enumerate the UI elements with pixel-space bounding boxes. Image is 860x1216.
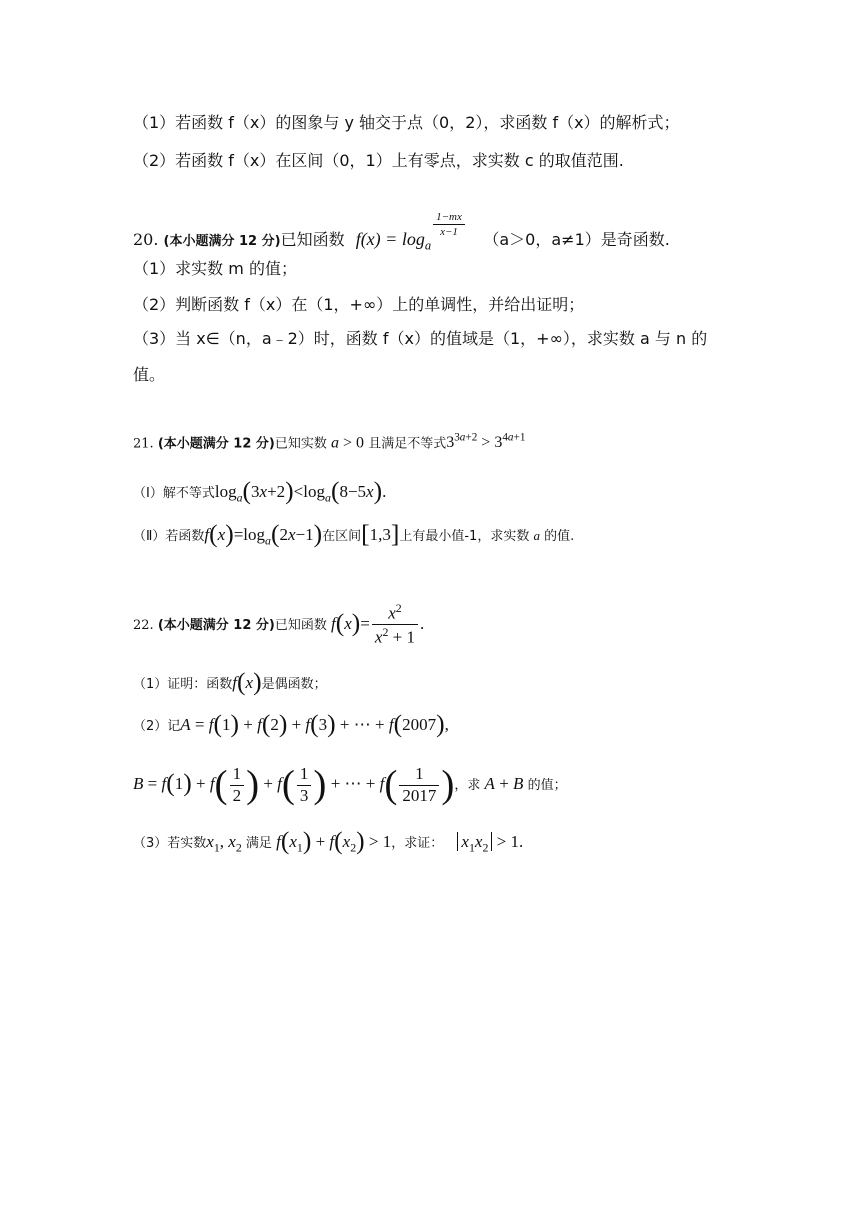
q22-part1-tail: 是偶函数； (261, 677, 327, 692)
q21-score: (本小题满分 12 分) (157, 436, 275, 452)
q21-part2-expr: $f(x)=\log_a(2x-1)$ (204, 519, 323, 548)
q22-part2-ask: ，求 (454, 778, 481, 793)
q22-part3-cond: $f(x_1) + f(x_2) > 1$ (276, 826, 392, 855)
q21-lead: 已知实数 (274, 436, 327, 452)
q20-condition: （a＞0，a≠1）是奇函数. (483, 230, 670, 250)
q21-number: 21. (133, 436, 154, 452)
q19-part1: （1）若函数 f（x）的图象与 y 轴交于点（0，2），求函数 f（x）的解析式； (133, 113, 680, 132)
q21-part2-tail: 上有最小值-1，求实数 (399, 529, 530, 544)
q22-part1-label: （1）证明：函数 (133, 677, 233, 692)
q22-score: (本小题满分 12 分) (157, 617, 275, 633)
q22-part2-label: （2）记 (133, 719, 181, 734)
q21-mid: 且满足不等式 (368, 436, 447, 452)
q21-cond-a: a (331, 434, 340, 452)
q20-lead: 已知函数 (280, 230, 345, 250)
q22-part3-mid: 满足 (245, 836, 272, 851)
q22-part2-end: 的值； (527, 778, 567, 793)
q22-part3 (133, 826, 740, 856)
q22-function: f(x)= $\frac{x^2}{x^2 + 1}$ . (331, 601, 425, 647)
q21-part2-mid: 在区间 (322, 529, 362, 544)
q21-part2 (133, 519, 740, 549)
q20-formula (355, 211, 472, 253)
q20-part3: （3）当 x∈（n，a﹣2）时，函数 f（x）的值域是（1，+∞），求实数 a 与 n 的 (133, 329, 708, 348)
q22-part3-prove: ，求证： (391, 836, 444, 851)
q21-statement: 21. (本小题满分 12 分)已知实数 a > 0 且满足不等式$3^{3a+2} > 3^{4a+1}$ (133, 432, 526, 452)
q21-part2-label: （Ⅱ）若函数 (133, 529, 205, 544)
q20-part3-cont: 值。 (133, 365, 166, 384)
q22-A-expr: A = f(1) + f(2) + f(3) + ⋯ + f(2007), (180, 709, 449, 738)
q21-part1-label: （Ⅰ）解不等式 (133, 486, 215, 501)
q22-lead: 已知函数 (274, 617, 327, 633)
q22-number: 22. (133, 617, 154, 633)
q21-part1-expr: $\log_a(3x+2)<\log_a(8-5x)$. (214, 476, 387, 505)
q20-frac-den: x−1 (440, 226, 458, 239)
q21-part1 (133, 476, 740, 506)
q22-function-fraction: $\frac{x^2}{x^2 + 1}$ (372, 602, 418, 648)
q21-ineq: $3^{3a+2} > 3^{4a+1}$ (446, 432, 526, 452)
q20-number: 20. (133, 230, 159, 250)
q22-B-expr: B = f(1) + f( $\frac{1}{2}$ ) + f( $\frac{1}{3}$ ) + ⋯ + f( $\frac{1}{2017}$ ) (133, 763, 455, 806)
q22-part1: （1）证明：函数f(x)是偶函数； (133, 667, 327, 696)
q20-formula-fraction (433, 211, 465, 238)
q22-part3-goal: $x_1x_2 > 1$. (457, 832, 523, 851)
q20-score: (本小题满分 12 分) (163, 234, 281, 250)
q21-part2-end: 的值. (544, 529, 575, 544)
q20-part1: （1）求实数 m 的值； (133, 259, 297, 278)
q20-frac-num: 1−mx (433, 211, 465, 225)
q20-formula-lhs: f(x) = log (355, 229, 425, 250)
q20-part2: （2）判断函数 f（x）在（1，+∞）上的单调性，并给出证明； (133, 295, 585, 314)
q21-interval: [1,3] (361, 519, 400, 548)
q21-part2-var-a: a (533, 528, 540, 543)
q22-statement (133, 602, 740, 648)
q20-statement (133, 211, 740, 254)
q22-part3-vars: $x_1$, $x_2$ (206, 832, 242, 855)
q22-B-line (133, 762, 740, 807)
q20-formula-base: a (424, 238, 432, 253)
q22-part2-val: A + B (484, 774, 524, 793)
q22-part3-label: （3）若实数 (133, 836, 207, 851)
q22-part2 (133, 709, 740, 739)
q19-part2: （2）若函数 f（x）在区间（0，1）上有零点，求实数 c 的取值范围. (133, 151, 624, 170)
